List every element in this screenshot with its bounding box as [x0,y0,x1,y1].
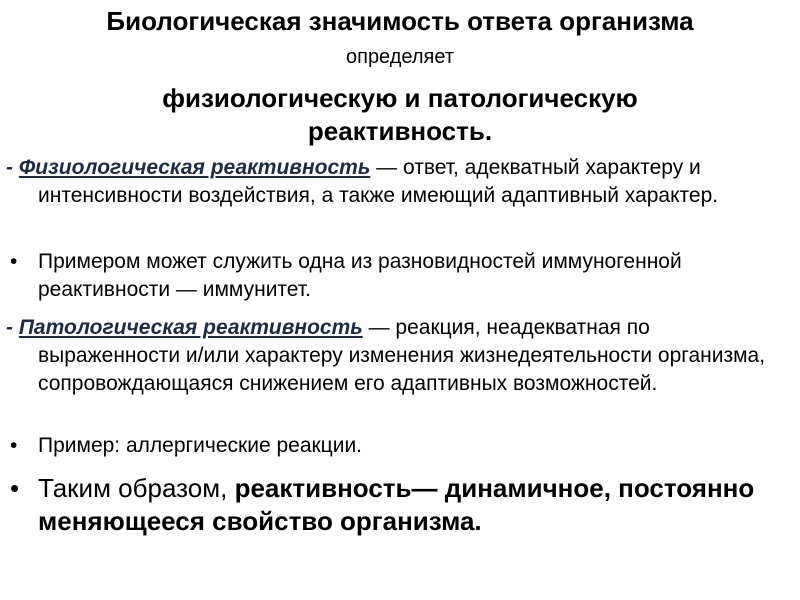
physiological-reactivity-definition: — ответ, адекватный характеру и интенсивности воздействия, а также имеющий адаптивный характер. [38,156,719,207]
pathological-reactivity-definition: — реакция, неадекватная по выраженности и/или характеру изменения жизнедеятельности организма, сопровождающаяся снижением его адаптивных возможностей. [38,316,766,395]
bullet-icon: • [10,250,18,273]
physiological-prefix: - [6,156,19,179]
bullet-icon: • [10,434,18,457]
pathological-reactivity-paragraph [6,314,796,398]
pathological-prefix: - [6,316,19,339]
slide-title: Биологическая значимость ответа организма [106,6,694,36]
bullet-item-allergy-example [10,432,790,460]
bullet-item-conclusion [10,472,790,538]
allergy-example-text: Пример: аллергические реакции. [38,434,363,457]
immunity-example-text: Примером может служить одна из разновидностей иммуногенной реактивности — иммунитет. [38,250,682,301]
conclusion-emphasis-text: реактивность— динамичное, постоянно меняющееся свойство организма. [38,473,755,536]
physiological-reactivity-paragraph [6,154,796,210]
slide-title-connector: определяет [345,46,454,68]
pathological-reactivity-term: Патологическая реактивность [18,316,363,339]
bullet-icon: • [10,473,20,503]
slide-title-subject: физиологическую и патологическую реактивность. [162,83,638,146]
conclusion-lead-text: Таким образом, [38,473,235,503]
bullet-item-immunity-example [10,248,790,304]
physiological-reactivity-term: Физиологическая реактивность [18,156,371,179]
